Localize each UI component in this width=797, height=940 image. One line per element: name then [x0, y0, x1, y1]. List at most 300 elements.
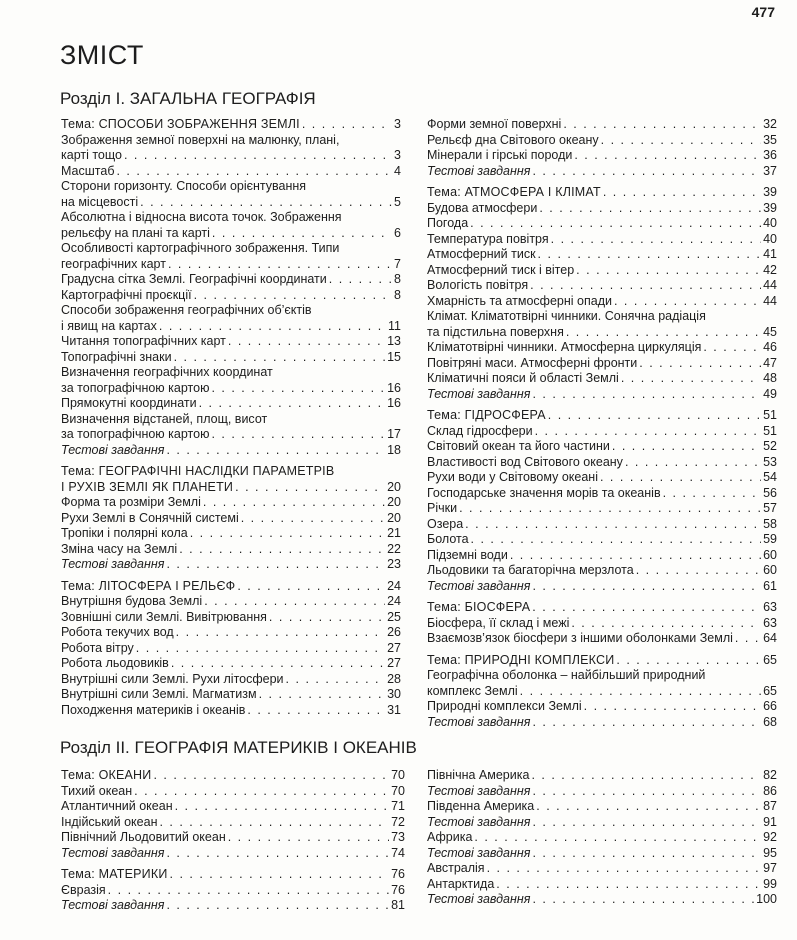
toc-entry-text: Світовий океан та його частини	[427, 439, 610, 453]
toc-page-number: 42	[763, 262, 777, 277]
toc-entry-text: Тема: ОКЕАНИ	[61, 768, 152, 782]
toc-page-number: 44	[763, 278, 777, 292]
toc-entry-text: Сторони горизонту. Способи орієнтування	[61, 179, 307, 193]
toc-entry[interactable]	[61, 656, 401, 672]
dot-leader	[548, 408, 761, 424]
toc-page-number: 5	[394, 194, 401, 209]
toc-page-number: 53	[763, 454, 777, 469]
dot-leader	[211, 427, 385, 443]
toc-entry[interactable]	[61, 350, 401, 366]
toc-page-number: 20	[387, 479, 401, 494]
toc-page-number: 23	[387, 557, 401, 571]
toc-page-number: 40	[763, 231, 777, 246]
dot-leader	[532, 164, 761, 180]
toc-entry-text: Рухи води у Світовому океані	[427, 470, 598, 484]
toc-page-number: 48	[763, 371, 777, 385]
dot-leader	[166, 443, 385, 459]
toc-entry[interactable]	[61, 610, 401, 626]
toc-entry[interactable]	[427, 470, 777, 486]
toc-page-number: 81	[391, 898, 405, 912]
dot-leader	[166, 898, 389, 914]
toc-entry[interactable]	[61, 815, 405, 831]
toc-entry-text: Тестові завдання	[427, 386, 531, 401]
toc-page-number: 63	[763, 615, 777, 630]
dot-leader	[159, 815, 389, 831]
toc-entry[interactable]	[427, 616, 777, 632]
toc-page-number: 47	[763, 355, 777, 370]
dot-leader	[474, 830, 761, 846]
dot-leader	[625, 455, 761, 471]
toc-page-number: 52	[763, 439, 777, 453]
dot-leader	[140, 195, 392, 211]
toc-entry[interactable]	[427, 631, 777, 647]
toc-page-number: 65	[763, 652, 777, 667]
dot-leader	[532, 784, 761, 800]
dot-leader	[108, 883, 389, 899]
toc-test-entry[interactable]	[427, 164, 777, 180]
page-number: 477	[751, 4, 775, 20]
toc-test-entry[interactable]	[61, 846, 405, 862]
dot-leader	[616, 653, 761, 669]
toc-entry[interactable]	[427, 668, 777, 699]
toc-entry-text: Тестові завдання	[61, 557, 165, 571]
toc-page-number: 64	[763, 631, 777, 645]
toc-entry-text: і явищ на картах	[61, 318, 157, 333]
toc-page-number: 3	[394, 148, 401, 162]
dot-leader	[465, 517, 761, 533]
dot-leader	[136, 641, 385, 657]
toc-entry-text: Топографічні знаки	[61, 349, 172, 364]
toc-entry[interactable]	[61, 495, 401, 511]
toc-entry-text: Рухи Землі в Сонячній системі	[61, 510, 239, 525]
toc-entry[interactable]	[61, 164, 401, 180]
toc-page-number: 95	[763, 845, 777, 860]
toc-entry[interactable]	[427, 830, 777, 846]
toc-entry[interactable]	[61, 687, 401, 703]
dot-leader	[520, 684, 761, 700]
toc-page-number: 56	[763, 485, 777, 500]
toc-page-number: 76	[391, 882, 405, 897]
toc-entry-text: Тестові завдання	[427, 845, 531, 860]
toc-entry[interactable]	[427, 563, 777, 579]
dot-leader	[636, 563, 761, 579]
toc-entry-text: Взаємозв’язок біосфери з іншими оболонками Землі	[427, 631, 733, 645]
toc-entry[interactable]	[427, 455, 777, 471]
toc-test-entry[interactable]	[61, 557, 401, 573]
toc-entry-text: Робота текучих вод	[61, 625, 174, 639]
toc-topic[interactable]	[61, 768, 405, 784]
dot-leader	[532, 815, 761, 831]
dot-leader	[159, 319, 386, 335]
toc-entry[interactable]	[427, 517, 777, 533]
toc-entry[interactable]	[427, 799, 777, 815]
toc-topic[interactable]	[427, 653, 777, 669]
toc-entry[interactable]	[61, 210, 401, 241]
toc-page-number: 16	[387, 396, 401, 410]
toc-entry-text: Атлантичний океан	[61, 799, 173, 813]
toc-entry[interactable]	[61, 288, 401, 304]
toc-entry[interactable]	[427, 501, 777, 517]
toc-entry[interactable]	[427, 232, 777, 248]
dot-leader	[601, 133, 761, 149]
toc-entry[interactable]	[427, 148, 777, 164]
toc-entry-text: Особливості картографічного зображення. Типи	[61, 241, 340, 255]
toc-page-number: 27	[387, 656, 401, 670]
toc-entry-text: Зміна часу на Землі	[61, 541, 178, 556]
dot-leader	[535, 424, 761, 440]
toc-entry-text: Атмосферний тиск	[427, 247, 536, 261]
toc-entry-text: Погода	[427, 216, 469, 230]
toc-entry[interactable]	[61, 703, 401, 719]
toc-entry-text: Робота льодовиків	[61, 656, 169, 670]
toc-entry-text: Господарське значення морів та океанів	[427, 485, 661, 500]
toc-entry[interactable]	[427, 877, 777, 893]
toc-entry-text: Озера	[427, 516, 464, 531]
dot-leader	[329, 272, 392, 288]
dot-leader	[600, 470, 761, 486]
toc-entry[interactable]	[427, 371, 777, 387]
toc-entry[interactable]	[61, 625, 401, 641]
toc-topic[interactable]	[61, 579, 401, 595]
toc-entry-text: Робота вітру	[61, 640, 134, 655]
dot-leader	[539, 201, 761, 217]
toc-entry[interactable]	[61, 511, 401, 527]
dot-leader	[247, 703, 385, 719]
toc-page-number: 39	[763, 200, 777, 215]
toc-entry[interactable]	[427, 294, 777, 310]
dot-leader	[235, 480, 385, 496]
toc-entry-text: Тема: СПОСОБИ ЗОБРАЖЕННЯ ЗЕМЛІ	[61, 117, 300, 131]
dot-leader	[269, 610, 385, 626]
toc-entry[interactable]	[61, 784, 405, 800]
toc-entry[interactable]	[61, 303, 401, 334]
toc-entry-text: Властивості вод Світового океану	[427, 454, 623, 469]
toc-page-number: 7	[394, 256, 401, 271]
dot-leader	[190, 526, 385, 542]
toc-page-number: 65	[763, 683, 777, 698]
toc-entry-text: Внутрішня будова Землі	[61, 594, 203, 608]
toc-entry[interactable]	[61, 641, 401, 657]
toc-test-entry[interactable]	[427, 892, 777, 908]
dot-leader	[612, 439, 761, 455]
toc-topic[interactable]	[61, 464, 401, 495]
dot-leader	[194, 288, 392, 304]
toc-entry[interactable]	[61, 526, 401, 542]
toc-page-number: 92	[763, 830, 777, 844]
toc-test-entry[interactable]	[427, 387, 777, 403]
toc-entry-text: Тестові завдання	[427, 783, 531, 798]
toc-page-number: 28	[387, 671, 401, 686]
toc-entry-text: Річки	[427, 501, 458, 515]
dot-leader	[199, 396, 386, 412]
toc-entry-text: Тема: БІОСФЕРА	[427, 600, 531, 614]
toc-page-number: 66	[763, 699, 777, 713]
toc-entry-text: на місцевості	[61, 194, 139, 209]
toc-page-number: 59	[763, 532, 777, 546]
dot-leader	[532, 387, 761, 403]
dot-leader	[174, 350, 386, 366]
toc-entry-text: Повітряні маси. Атмосферні фронти	[427, 355, 638, 370]
toc-page-number: 58	[763, 516, 777, 531]
toc-entry-text: Абсолютна і відносна висота точок. Зображення	[61, 210, 342, 224]
toc-entry-text: Форма та розміри Землі	[61, 495, 201, 509]
toc-entry[interactable]	[61, 334, 401, 350]
toc-test-entry[interactable]	[427, 715, 777, 731]
toc-page-number: 17	[387, 427, 401, 441]
toc-page-number: 20	[387, 510, 401, 525]
toc-entry[interactable]	[427, 439, 777, 455]
toc-page-number: 30	[387, 687, 401, 701]
toc-page-number: 44	[763, 293, 777, 308]
toc-entry-text: Тихий океан	[61, 783, 133, 798]
toc-topic[interactable]	[61, 117, 401, 133]
toc-entry-text: Тестові завдання	[427, 714, 531, 729]
toc-entry-text: Форми земної поверхні	[427, 117, 562, 131]
toc-entry-text: Визначення відстаней, площ, висот	[61, 411, 268, 426]
dot-leader	[459, 501, 761, 517]
dot-leader	[168, 257, 392, 273]
section-1-right-column	[427, 117, 777, 730]
toc-page-number: 74	[391, 845, 405, 860]
section-2-left-column	[61, 768, 405, 914]
toc-topic[interactable]	[61, 867, 405, 883]
toc-page-number: 57	[763, 501, 777, 515]
toc-entry[interactable]	[427, 247, 777, 263]
dot-leader	[241, 511, 385, 527]
dot-leader	[574, 148, 761, 164]
toc-entry-text: Африка	[427, 830, 473, 844]
dot-leader	[532, 846, 761, 862]
toc-test-entry[interactable]	[427, 784, 777, 800]
toc-entry-text: Способи зображення географічних об’єктів	[61, 303, 312, 317]
toc-entry[interactable]	[61, 799, 405, 815]
toc-entry-text: Тема: АТМОСФЕРА І КЛІМАТ	[427, 185, 601, 199]
toc-entry-text: Кліматичні пояси й області Землі	[427, 371, 619, 385]
toc-page-number: 15	[387, 349, 401, 364]
toc-page-number: 63	[763, 600, 777, 614]
toc-page-number: 4	[394, 163, 401, 178]
toc-page-number: 37	[763, 163, 777, 178]
toc-entry-text: Підземні води	[427, 547, 508, 562]
dot-leader	[124, 148, 392, 164]
toc-topic[interactable]	[427, 600, 777, 616]
toc-entry-text: Тестові завдання	[427, 578, 531, 593]
dot-leader	[211, 381, 385, 397]
toc-page-number: 36	[763, 148, 777, 162]
toc-entry-text: та підстильна поверхня	[427, 324, 564, 339]
toc-entry[interactable]	[61, 396, 401, 412]
toc-entry[interactable]	[61, 883, 405, 899]
toc-page-number: 18	[387, 442, 401, 457]
toc-entry-text: Походження материків і океанів	[61, 702, 246, 717]
dot-leader	[538, 247, 762, 263]
toc-entry-text: Кліматотвірні чинники. Атмосферна циркуляція	[427, 340, 702, 354]
toc-entry[interactable]	[427, 117, 777, 133]
toc-entry[interactable]	[61, 272, 401, 288]
section-1-heading: Розділ І. ЗАГАЛЬНА ГЕОГРАФІЯ	[60, 89, 316, 108]
toc-entry-text: Тема: ГЕОГРАФІЧНІ НАСЛІДКИ ПАРАМЕТРІВ	[61, 464, 335, 478]
toc-entry-text: Рельєф дна Світового океану	[427, 132, 599, 147]
dot-leader	[531, 768, 761, 784]
toc-page-number: 73	[391, 830, 405, 844]
toc-test-entry[interactable]	[427, 846, 777, 862]
toc-entry-text: Тема: МАТЕРИКИ	[61, 867, 168, 881]
dot-leader	[614, 294, 761, 310]
toc-entry-text: Австралія	[427, 861, 485, 875]
section-1-left-column	[61, 117, 401, 718]
toc-entry[interactable]	[61, 672, 401, 688]
toc-entry-text: Індійський океан	[61, 814, 158, 829]
toc-entry[interactable]	[427, 424, 777, 440]
toc-page-number: 70	[391, 783, 405, 798]
toc-page-number: 71	[391, 799, 405, 813]
toc-entry[interactable]	[427, 309, 777, 340]
toc-entry[interactable]	[427, 340, 777, 356]
toc-entry-text: Тестові завдання	[427, 814, 531, 829]
toc-entry[interactable]	[427, 263, 777, 279]
dot-leader	[735, 631, 761, 647]
dot-leader	[566, 325, 761, 341]
toc-page-number: 82	[763, 768, 777, 782]
toc-entry-text: Зовнішні сили Землі. Вивітрювання	[61, 609, 267, 624]
toc-page-number: 21	[387, 526, 401, 540]
toc-test-entry[interactable]	[61, 443, 401, 459]
toc-topic[interactable]	[427, 408, 777, 424]
toc-topic[interactable]	[427, 185, 777, 201]
toc-entry-text: Визначення географічних координат	[61, 365, 273, 379]
dot-leader	[134, 784, 389, 800]
toc-entry[interactable]	[427, 486, 777, 502]
dot-leader	[663, 486, 762, 502]
toc-entry[interactable]	[427, 278, 777, 294]
toc-entry[interactable]	[427, 861, 777, 877]
toc-entry-text: І РУХІВ ЗЕМЛІ ЯК ПЛАНЕТИ	[61, 479, 234, 494]
toc-page-number: 39	[763, 185, 777, 199]
dot-leader	[639, 356, 761, 372]
toc-entry[interactable]	[61, 179, 401, 210]
toc-entry[interactable]	[427, 216, 777, 232]
toc-page-number: 22	[387, 541, 401, 556]
toc-entry-text: комплекс Землі	[427, 683, 518, 698]
dot-leader	[530, 278, 761, 294]
toc-entry-text: Хмарність та атмосферні опади	[427, 293, 612, 308]
toc-page-number: 60	[763, 563, 777, 577]
dot-leader	[170, 867, 390, 883]
dot-leader	[532, 892, 754, 908]
dot-leader	[603, 185, 761, 201]
toc-entry[interactable]	[61, 412, 401, 443]
dot-leader	[228, 334, 385, 350]
toc-entry[interactable]	[427, 699, 777, 715]
toc-entry-text: Будова атмосфери	[427, 200, 538, 215]
toc-page-number: 54	[763, 470, 777, 484]
toc-page-number: 76	[391, 867, 405, 881]
dot-leader	[179, 542, 385, 558]
toc-page-number: 13	[387, 334, 401, 348]
dot-leader	[259, 687, 386, 703]
toc-entry[interactable]	[61, 542, 401, 558]
toc-entry[interactable]	[427, 356, 777, 372]
dot-leader	[532, 600, 761, 616]
toc-entry-text: Біосфера, її склад і межі	[427, 615, 570, 630]
toc-entry-text: Тема: ПРИРОДНІ КОМПЛЕКСИ	[427, 652, 615, 667]
toc-page-number: 35	[763, 132, 777, 147]
toc-entry-text: Зображення земної поверхні на малюнку, плані,	[61, 132, 340, 147]
toc-entry-text: за топографічною картою	[61, 380, 210, 395]
toc-entry-text: Географічна оболонка – найбільший природний	[427, 668, 706, 682]
toc-entry-text: Температура повітря	[427, 231, 549, 246]
toc-entry-text: Південна Америка	[427, 799, 535, 813]
toc-entry-text: Атмосферний тиск і вітер	[427, 262, 575, 277]
toc-entry[interactable]	[61, 241, 401, 272]
toc-page-number: 3	[394, 117, 401, 131]
dot-leader	[584, 699, 761, 715]
toc-entry-text: Тестові завдання	[61, 845, 165, 860]
toc-page-number: 68	[763, 714, 777, 729]
toc-entry[interactable]	[427, 133, 777, 149]
toc-page-number: 100	[756, 892, 777, 906]
dot-leader	[703, 340, 761, 356]
toc-page-number: 41	[763, 247, 777, 261]
toc-page-number: 45	[763, 324, 777, 339]
toc-entry[interactable]	[427, 532, 777, 548]
toc-entry[interactable]	[427, 548, 777, 564]
dot-leader	[171, 656, 385, 672]
toc-page-number: 6	[394, 225, 401, 240]
toc-page-number: 25	[387, 609, 401, 624]
dot-leader	[510, 548, 761, 564]
toc-entry-text: Північний Льодовитий океан	[61, 830, 226, 844]
toc-test-entry[interactable]	[427, 815, 777, 831]
toc-entry-text: Вологість повітря	[427, 278, 529, 292]
toc-entry-text: географічних карт	[61, 256, 166, 271]
dot-leader	[212, 226, 392, 242]
dot-leader	[551, 232, 761, 248]
toc-entry[interactable]	[427, 768, 777, 784]
toc-page-number: 49	[763, 386, 777, 401]
toc-entry-text: Болота	[427, 532, 469, 546]
toc-page-number: 11	[388, 318, 401, 333]
toc-test-entry[interactable]	[61, 898, 405, 914]
page-title: ЗМІСТ	[60, 40, 144, 70]
toc-page-number: 86	[763, 783, 777, 798]
dot-leader	[203, 495, 385, 511]
toc-page-number: 51	[763, 423, 777, 438]
toc-page-number: 26	[387, 625, 401, 639]
toc-page-number: 8	[394, 272, 401, 286]
dot-leader	[471, 532, 762, 548]
toc-entry-text: Прямокутні координати	[61, 396, 197, 410]
dot-leader	[176, 625, 385, 641]
toc-entry[interactable]	[61, 830, 405, 846]
toc-entry[interactable]	[61, 594, 401, 610]
dot-leader	[153, 768, 389, 784]
toc-page-number: 40	[763, 216, 777, 230]
toc-entry-text: Масштаб	[61, 163, 115, 178]
toc-page-number: 72	[391, 814, 405, 829]
toc-entry[interactable]	[61, 133, 401, 164]
toc-entry-text: Антарктида	[427, 876, 495, 891]
toc-entry[interactable]	[61, 365, 401, 396]
toc-page-number: 27	[387, 640, 401, 655]
dot-leader	[237, 579, 385, 595]
dot-leader	[166, 557, 385, 573]
toc-entry-text: Клімат. Кліматотвірні чинники. Сонячна радіація	[427, 309, 706, 323]
toc-page-number: 87	[763, 799, 777, 813]
toc-entry-text: Картографічні проєкції	[61, 287, 192, 302]
toc-test-entry[interactable]	[427, 579, 777, 595]
toc-entry[interactable]	[427, 201, 777, 217]
